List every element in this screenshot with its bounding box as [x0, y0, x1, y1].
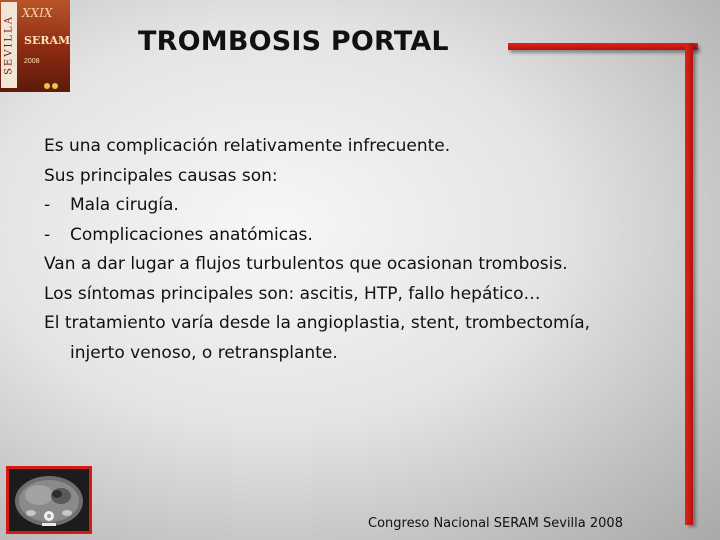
red-frame-right	[685, 43, 693, 525]
body-line: Van a dar lugar a flujos turbulentos que ocasionan trombosis.	[44, 254, 568, 274]
body-line: El tratamiento varía desde la angioplastia, stent, trombectomía,	[44, 313, 591, 333]
logo-vertical-text: SEVILLA	[3, 15, 15, 75]
body-line: Es una complicación relativamente infrecuente.	[44, 136, 451, 156]
body-line-continuation: injerto venoso, o retransplante.	[70, 342, 338, 363]
list-item-text: Complicaciones anatómicas.	[70, 224, 313, 245]
ct-scan-image	[9, 469, 89, 531]
congress-logo	[0, 0, 70, 92]
body-list-item	[44, 191, 684, 221]
slide-body	[44, 132, 684, 368]
list-dash: -	[44, 195, 51, 215]
slide-title: TROMBOSIS PORTAL	[138, 26, 449, 57]
logo-brand: SERAM	[24, 34, 70, 47]
logo-year: 2008	[24, 58, 40, 65]
ct-scan-thumbnail	[6, 466, 92, 534]
logo-vertical-band	[1, 2, 17, 88]
logo-roman-numeral: XXIX	[22, 6, 53, 20]
list-dash: -	[44, 224, 51, 245]
body-list-item	[44, 221, 684, 251]
logo-emblems	[44, 76, 64, 84]
body-line: Los síntomas principales son: ascitis, HTP, fallo hepático…	[44, 283, 541, 304]
body-line: Sus principales causas son:	[44, 165, 278, 186]
red-frame-top	[508, 43, 698, 50]
list-item-text: Mala cirugía.	[70, 195, 179, 215]
footer-text: Congreso Nacional SERAM Sevilla 2008	[368, 516, 623, 531]
